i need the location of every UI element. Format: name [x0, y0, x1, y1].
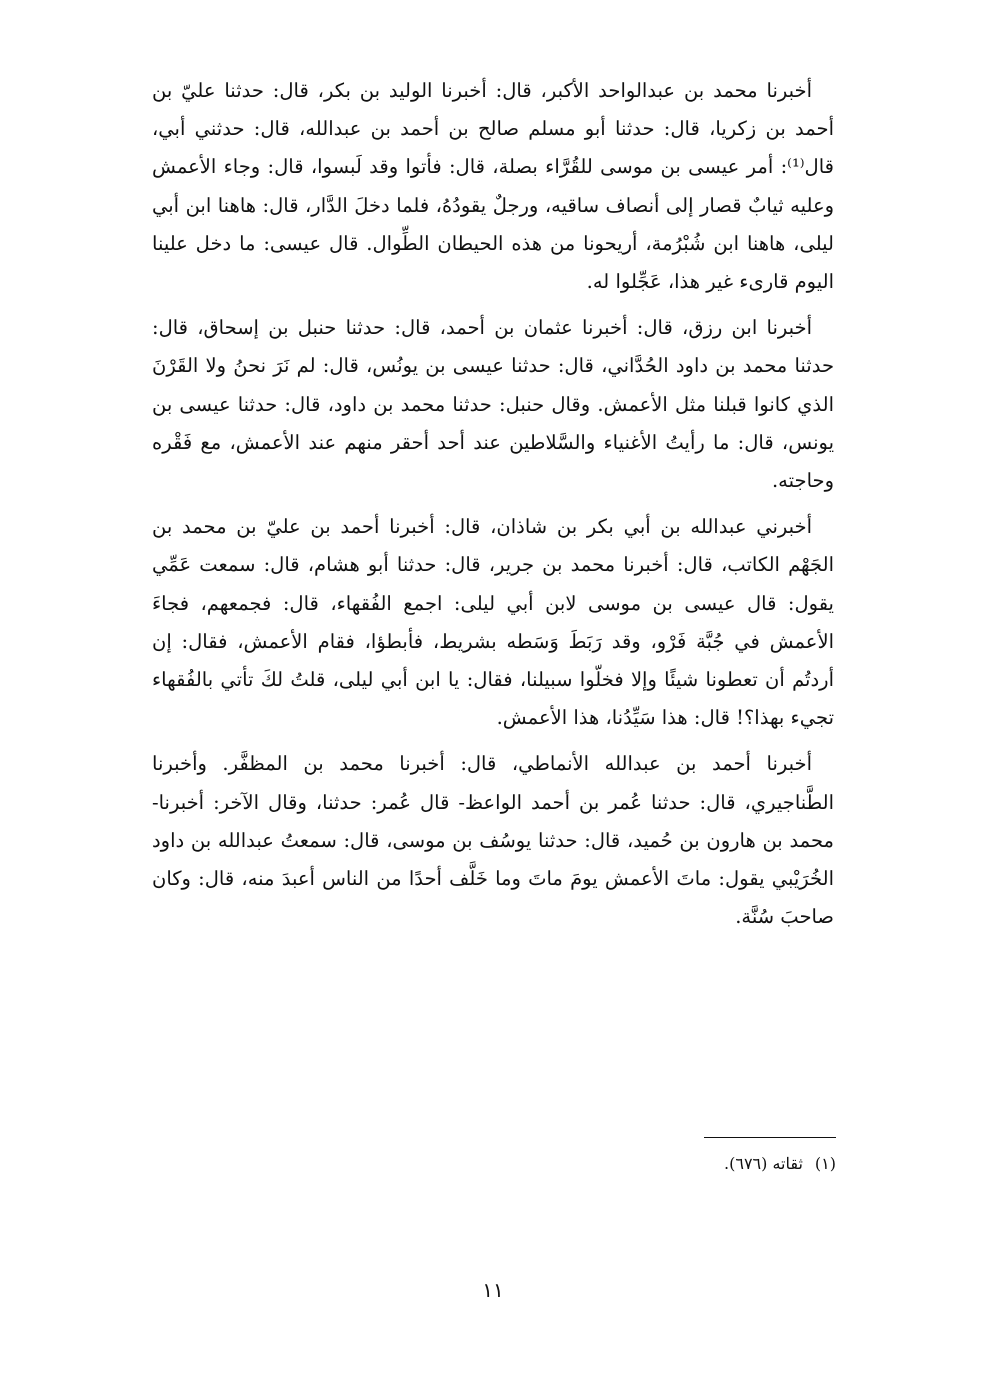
page-number: ١١ [482, 1278, 504, 1302]
paragraph-3: أخبرني عبدالله بن أبي بكر بن شاذان، قال: أخبرنا أحمد بن عليّ بن محمد بن الجَهْم الكاتب، قال: أخبرنا محمد بن جرير، قال: حدثنا أبو هشام، قال: سمعت عَمِّي يقول: قال عيسى بن موسى لابن أبي ليلى: اجمع الفُقهاء، قال: فجمعهم، فجاءَ الأعمش في جُبَّة فَرْو، وقد رَبَطَ وَسَطه بشريط، فأبطؤا، فقام الأعمش، فقال: إن أردتُم أن تعطونا شيئًا وإلا فخلّوا سبيلنا، فقال: يا ابن أبي ليلى، قلتُ لكَ تأتي بالفُقهاء تجيء بهذا؟! قال: هذا سَيِّدُنا، هذا الأعمش. [152, 515, 834, 730]
footnote-separator [704, 1137, 836, 1138]
paragraph-4: أخبرنا أحمد بن عبدالله الأنماطي، قال: أخبرنا محمد بن المظفَّر. وأخبرنا الطَّناجيري، قال: حدثنا عُمر بن أحمد الواعظ- قال عُمر: حدثنا، وقال الآخر: أخبرنا- محمد بن هارون بن حُميد، قال: حدثنا يوسُف بن موسى، قال: سمعتُ عبدالله بن داود الخُرَيْبي يقول: ماتَ الأعمش يومَ ماتَ وما خَلَّف أحدًا من الناس أعبدَ منه، قال: وكان صاحبَ سُنَّة. [152, 752, 834, 929]
footnote [724, 1152, 836, 1176]
footnote-marker: (١) [814, 1154, 836, 1173]
footnote-text: ثقاته (٦٧٦). [724, 1154, 803, 1173]
paragraph-1: أخبرنا محمد بن عبدالواحد الأكبر، قال: أخبرنا الوليد بن بكر، قال: حدثنا عليّ بن أحمد بن زكريا، قال: حدثنا أبو مسلم صالح بن أحمد بن عبدالله، قال: حدثني أبي، قال⁽¹⁾: أمر عيسى بن موسى للقُرَّاء بصلة، قال: فأتوا وقد لَبسوا، قال: وجاء الأعمش وعليه ثيابٌ قصار إلى أنصاف ساقيه، ورجلٌ يقودُهُ، فلما دخلَ الدَّار، قال: هاهنا ابن أبي ليلى، هاهنا ابن شُبْرُمة، أريحونا من هذه الحيطان الطِّوال. قال عيسى: ما دخل علينا اليوم قارىء غير هذا، عَجِّلوا له. [152, 79, 834, 294]
main-text [152, 72, 834, 936]
paragraph-2: أخبرنا ابن رزق، قال: أخبرنا عثمان بن أحمد، قال: حدثنا حنبل بن إسحاق، قال: حدثنا محمد بن داود الحُدَّاني، قال: حدثنا عيسى بن يونُس، قال: لم نَرَ نحنُ ولا القَرْنَ الذي كانوا قبلنا مثل الأعمش. وقال حنبل: حدثنا محمد بن داود، قال: حدثنا عيسى بن يونس، قال: ما رأيتُ الأغنياء والسَّلاطين عند أحد أحقر منهم عند الأعمش، مع فَقْره وحاجته. [152, 316, 834, 493]
